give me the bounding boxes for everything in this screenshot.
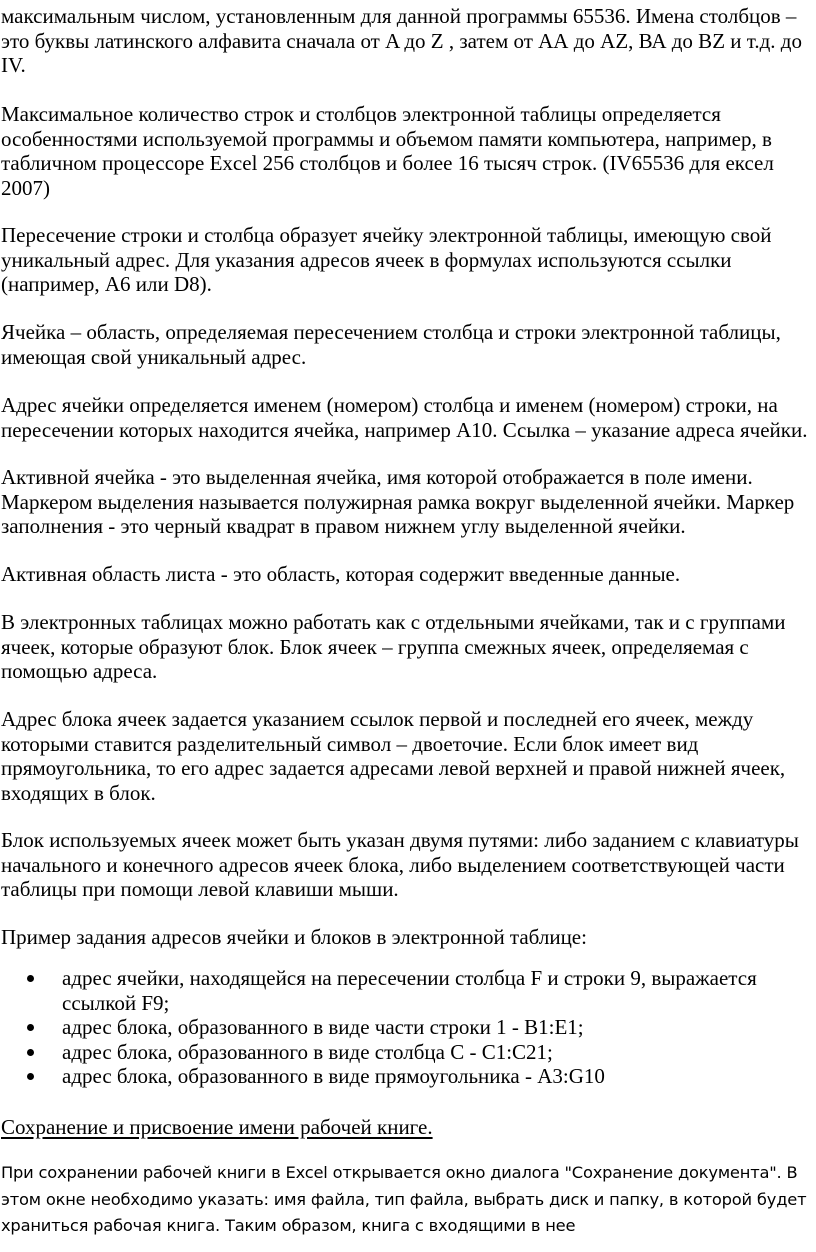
paragraph-block-address: Адрес блока ячеек задается указанием ссылок первой и последней его ячеек, между которыми ставится разделительный символ – двоеточие. Если блок имеет вид прямоугольника, то его адрес задается адресами левой верхней и правой нижней ячеек, входящих в блок. <box>1 707 786 805</box>
list-item <box>0 1015 810 1040</box>
bullet-icon <box>27 1049 34 1056</box>
paragraph-cell-definition: Ячейка – область, определяемая пересечением столбца и строки электронной таблицы, имеющая свой уникальный адрес. <box>1 320 781 369</box>
list-item-text: адрес блока, образованного в виде столбца C - C1:C21; <box>62 1039 553 1064</box>
bullet-icon <box>27 975 34 982</box>
list-item <box>0 1040 810 1065</box>
paragraph-cell-intersection: Пересечение строки и столбца образует ячейку электронной таблицы, имеющую свой уникальный адрес. Для указания адресов ячеек в формулах используются ссылки (например, А6 или D8). <box>1 223 772 296</box>
paragraph-cell-address: Адрес ячейки определяется именем (номером) столбца и именем (номером) строки, на пересечении которых находится ячейка, например А10. Ссылка – указание адреса ячейки. <box>1 393 808 442</box>
address-examples-list <box>0 966 810 1089</box>
paragraph-block-selection: Блок используемых ячеек может быть указан двумя путями: либо заданием с клавиатуры начального и конечного адресов ячеек блока, либо выделением соответствующей части таблицы при помощи левой клавиши мыши. <box>1 828 799 901</box>
list-item-text: адрес ячейки, находящейся на пересечении столбца F и строки 9, выражается ссылкой F9; <box>62 966 757 1015</box>
list-item-text: адрес блока, образованного в виде прямоугольника - A3:G10 <box>62 1064 605 1088</box>
paragraph-column-names: максимальным числом, установленным для данной программы 65536. Имена столбцов – это буквы латинского алфавита сначала от A до Z , затем от АА до AZ, ВА до BZ и т.д. до IV. <box>1 4 802 77</box>
paragraph-active-cell: Активной ячейка - это выделенная ячейка, имя которой отображается в поле имени. Маркером выделения называется полужирная рамка вокруг выделенной ячейки. Маркер заполнения - это черный квадрат в правом нижнем углу выделенной ячейки. <box>1 465 795 538</box>
paragraph-active-area: Активная область листа - это область, которая содержит введенные данные. <box>1 562 681 586</box>
paragraph-example-intro: Пример задания адресов ячейки и блоков в электронной таблице: <box>1 925 587 949</box>
list-item <box>0 1064 810 1089</box>
bullet-icon <box>27 1073 34 1080</box>
bullet-icon <box>27 1024 34 1031</box>
list-item <box>0 966 810 1015</box>
list-item-text: адрес блока, образованного в виде части строки 1 - B1:E1; <box>62 1015 584 1039</box>
section-heading: Сохранение и присвоение имени рабочей книге. <box>1 1115 433 1139</box>
paragraph-save-workbook: При сохранении рабочей книги в Excel открывается окно диалога "Сохранение документа". В этом окне необходимо указать: имя файла, тип файла, выбрать диск и папку, в которой будет храниться рабочая книга. Таким образом, книга с входящими в нее <box>1 1163 807 1235</box>
paragraph-max-rows-columns: Максимальное количество строк и столбцов электронной таблицы определяется особенностями используемой программы и объемом памяти компьютера, например, в табличном процессоре Excel 256 столбцов и более 16 тысяч строк. (IV65536 для ексел 2007) <box>1 102 774 200</box>
paragraph-cell-block: В электронных таблицах можно работать как с отдельными ячейками, так и с группами ячеек, которые образуют блок. Блок ячеек – группа смежных ячеек, определяемая с помощью адреса. <box>1 610 786 683</box>
